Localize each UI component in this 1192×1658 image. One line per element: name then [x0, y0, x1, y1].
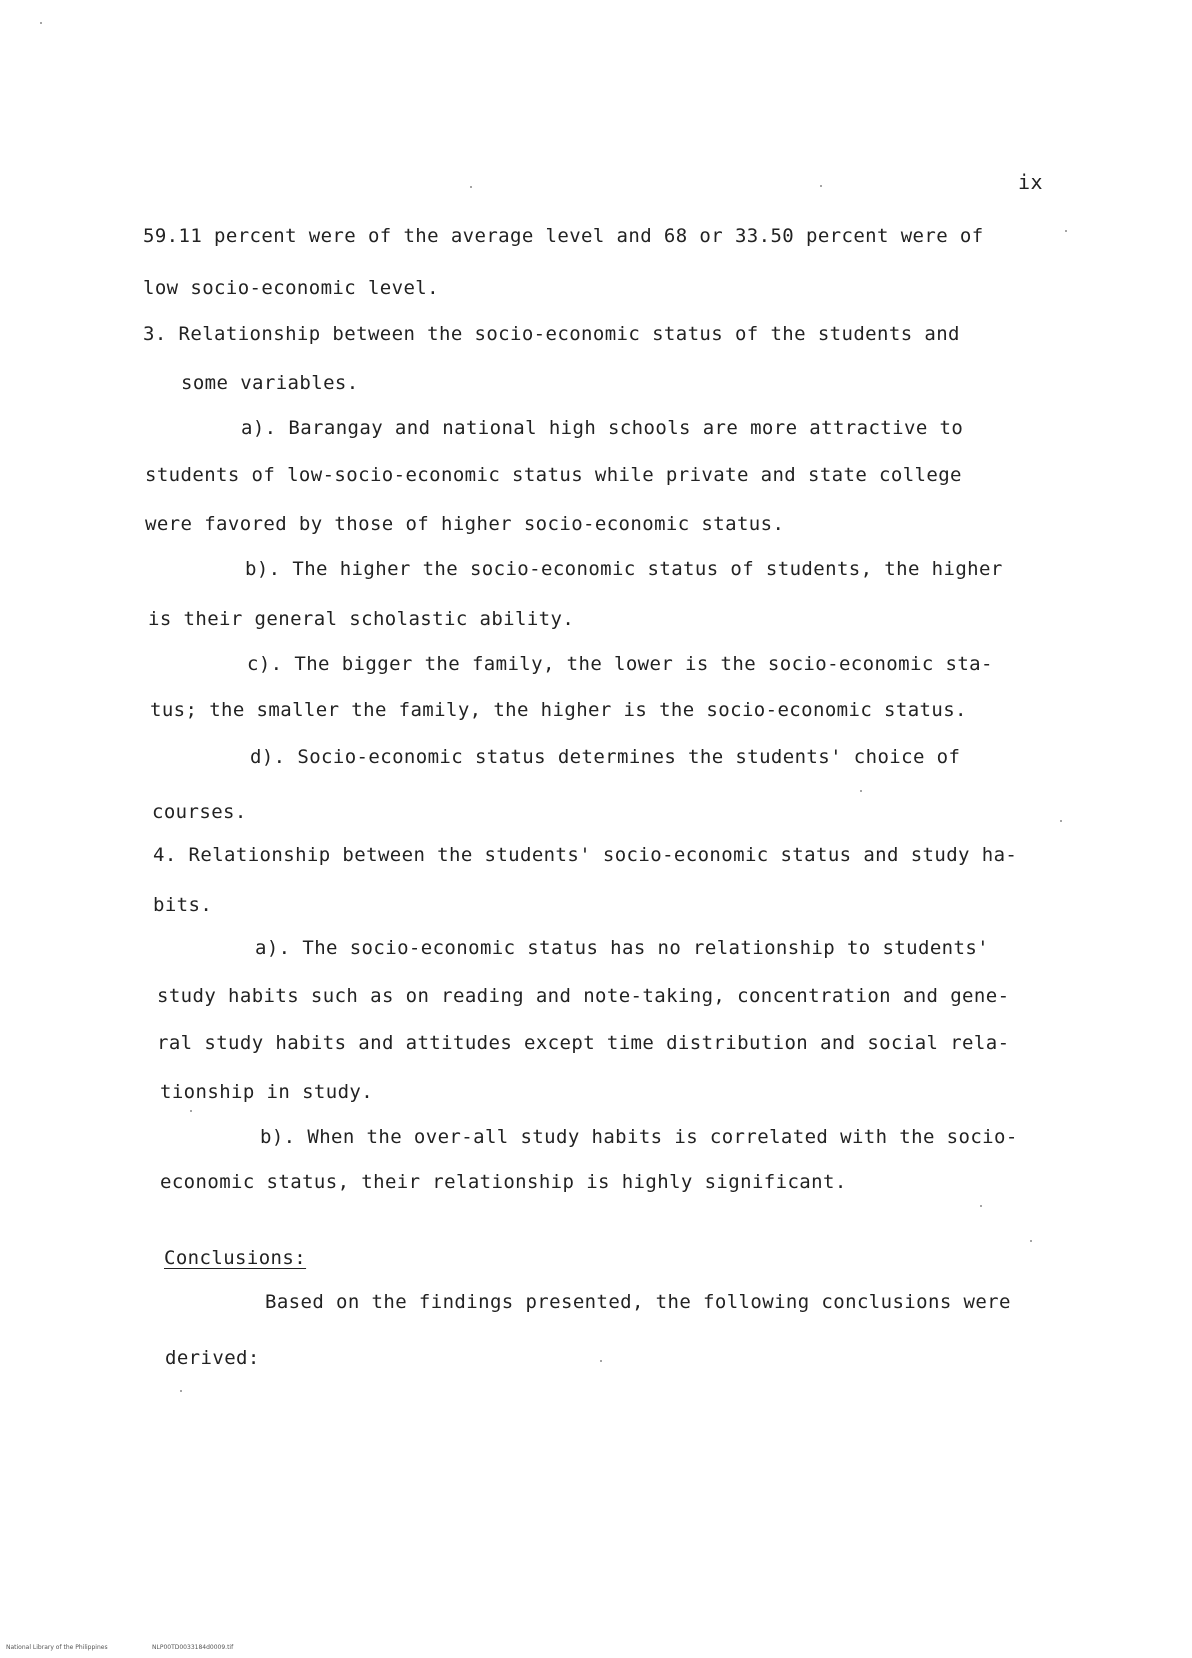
scan-speck — [1030, 1240, 1032, 1242]
scan-speck — [1060, 820, 1062, 822]
conclusions-line: Based on the findings presented, the following conclusions were — [265, 1291, 1011, 1313]
conclusions-heading: Conclusions: — [164, 1247, 307, 1269]
scan-speck — [40, 22, 42, 24]
text-line: study habits such as on reading and note-taking, concentration and gene- — [157, 985, 1010, 1007]
text-line: 3. Relationship between the socio-economic status of the students and — [143, 323, 960, 345]
text-line: is their general scholastic ability. — [148, 608, 575, 630]
text-line: economic status, their relationship is highly significant. — [160, 1171, 847, 1193]
footer-library: National Library of the Philippines — [6, 1644, 108, 1651]
scan-speck — [600, 1360, 602, 1362]
text-line: students of low-socio-economic status while private and state college — [145, 464, 962, 486]
text-line: a). Barangay and national high schools are more attractive to — [241, 417, 964, 439]
conclusions-line: derived: — [165, 1347, 260, 1369]
text-line: courses. — [152, 801, 247, 823]
text-line: b). The higher the socio-economic status of students, the higher — [245, 558, 1003, 580]
scan-speck — [980, 1205, 982, 1207]
scan-speck — [470, 186, 472, 188]
text-line: c). The bigger the family, the lower is the socio-economic sta- — [247, 653, 993, 675]
text-line: tionship in study. — [160, 1081, 374, 1103]
text-line: 4. Relationship between the students' socio-economic status and study ha- — [153, 844, 1018, 866]
scan-speck — [190, 1110, 192, 1112]
text-line: were favored by those of higher socio-economic status. — [145, 513, 785, 535]
text-line: bits. — [153, 894, 213, 916]
footer-code: NLP00TD0033184d0009.tif — [152, 1644, 234, 1651]
text-line: low socio-economic level. — [143, 277, 439, 299]
text-line: ral study habits and attitudes except time distribution and social rela- — [157, 1032, 1010, 1054]
text-line: some variables. — [181, 372, 359, 394]
scan-speck — [860, 790, 862, 792]
text-line: a). The socio-economic status has no relationship to students' — [255, 937, 990, 959]
text-line: tus; the smaller the family, the higher is the socio-economic status. — [150, 699, 967, 721]
scan-speck — [180, 1390, 182, 1392]
scan-speck — [820, 185, 822, 187]
page-number: ix — [1018, 170, 1043, 194]
scan-speck — [1065, 230, 1067, 232]
text-line: 59.11 percent were of the average level and 68 or 33.50 percent were of — [143, 225, 984, 247]
text-line: b). When the over-all study habits is correlated with the socio- — [260, 1126, 1018, 1148]
text-line: d). Socio-economic status determines the students' choice of — [250, 746, 961, 768]
